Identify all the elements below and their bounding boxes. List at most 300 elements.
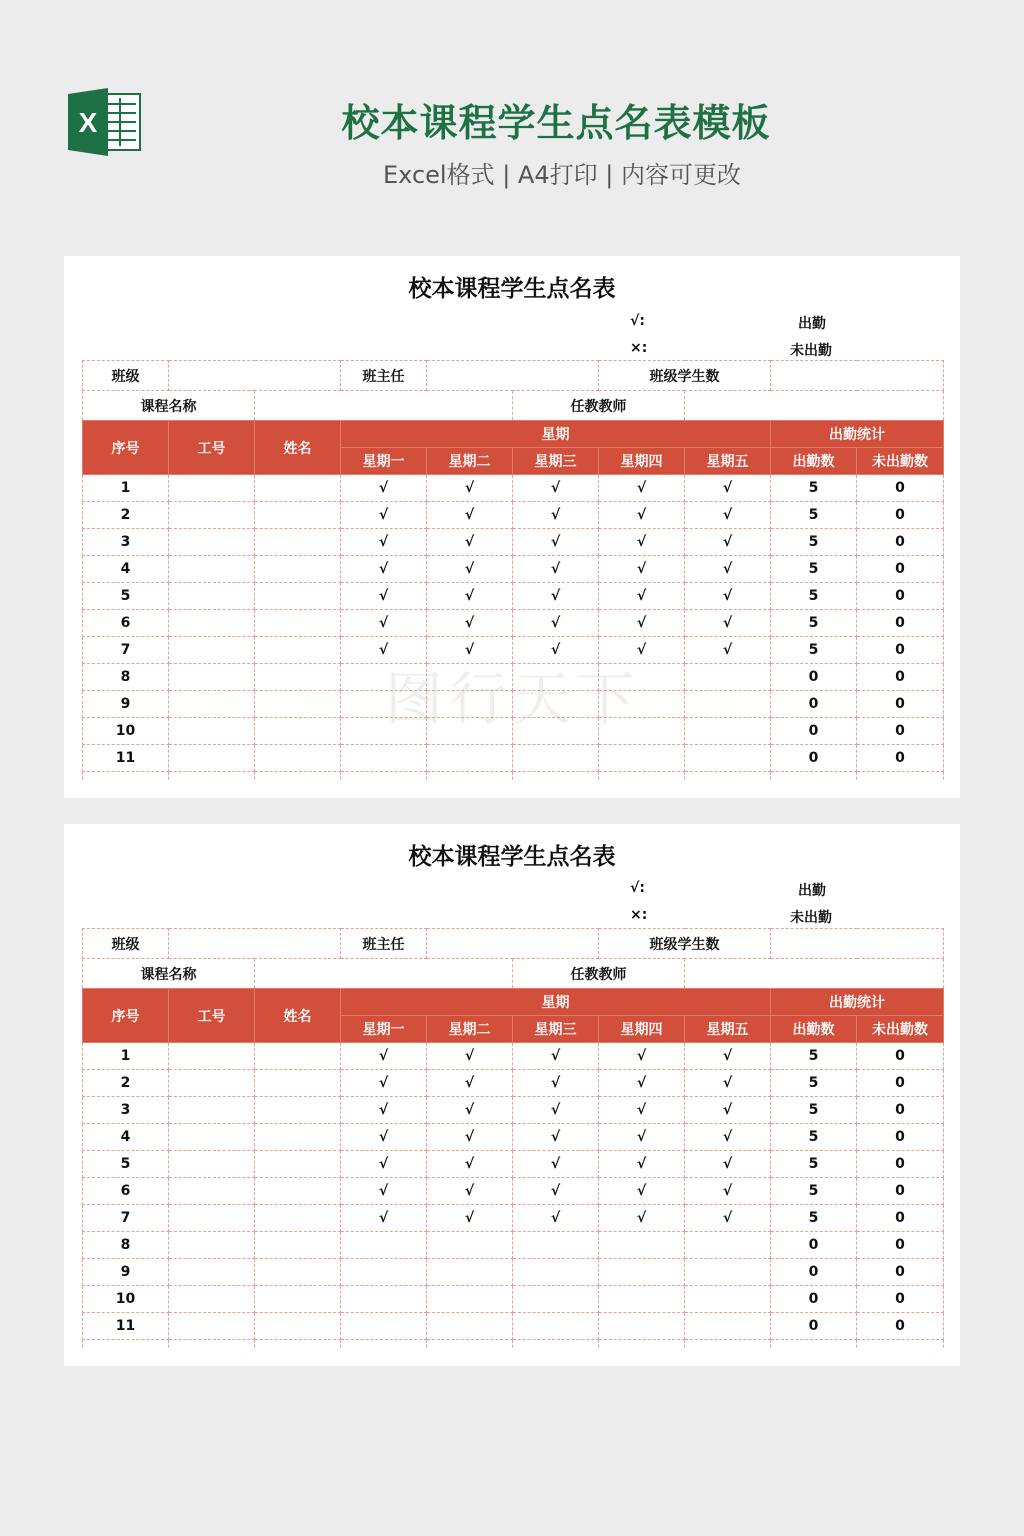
table-row	[83, 475, 944, 502]
cell-no[interactable]: 6	[83, 1178, 169, 1205]
cell-no[interactable]: 11	[83, 745, 169, 772]
cell-present-count[interactable]: 0	[771, 1313, 857, 1340]
course-label: 课程名称	[83, 391, 255, 421]
cell-absent-count[interactable]: 0	[857, 664, 944, 691]
cell-attendance-mark[interactable]: √	[599, 556, 685, 583]
cell-absent-count[interactable]: 0	[857, 502, 944, 529]
col-header-day: 星期二	[427, 448, 513, 475]
cell-name[interactable]	[255, 1097, 341, 1124]
cell-empty[interactable]	[83, 772, 169, 781]
cell-attendance-mark[interactable]: √	[599, 1043, 685, 1070]
cell-no[interactable]: 4	[83, 556, 169, 583]
cell-present-count[interactable]: 5	[771, 583, 857, 610]
cell-attendance-mark[interactable]: √	[513, 1205, 599, 1232]
cell-present-count[interactable]: 0	[771, 664, 857, 691]
head-teacher-label: 班主任	[341, 361, 427, 391]
cell-attendance-mark[interactable]: √	[599, 1151, 685, 1178]
cell-attendance-mark[interactable]: √	[513, 1151, 599, 1178]
cell-absent-count[interactable]: 0	[857, 529, 944, 556]
cell-attendance-mark[interactable]: √	[513, 583, 599, 610]
col-group-stats: 出勤统计	[771, 421, 944, 448]
cell-attendance-mark[interactable]	[513, 1313, 599, 1340]
head-teacher-label: 班主任	[341, 929, 427, 959]
cell-id[interactable]	[169, 1124, 255, 1151]
page-title: 校本课程学生点名表模板	[341, 101, 771, 145]
cell-attendance-mark[interactable]: √	[685, 1205, 771, 1232]
sheet-title: 校本课程学生点名表	[408, 844, 616, 870]
cell-attendance-mark[interactable]	[685, 1313, 771, 1340]
cell-attendance-mark[interactable]: √	[685, 1043, 771, 1070]
cell-attendance-mark[interactable]: √	[599, 475, 685, 502]
cell-attendance-mark[interactable]: √	[685, 502, 771, 529]
cell-attendance-mark[interactable]: √	[427, 1043, 513, 1070]
cell-present-count[interactable]: 5	[771, 529, 857, 556]
cell-attendance-mark[interactable]	[427, 1259, 513, 1286]
table-row	[83, 1151, 944, 1178]
course-label: 课程名称	[83, 959, 255, 989]
table-row	[83, 583, 944, 610]
cell-empty[interactable]	[857, 1340, 944, 1349]
cell-attendance-mark[interactable]	[341, 691, 427, 718]
cell-attendance-mark[interactable]: √	[427, 610, 513, 637]
attendance-table-viewport[interactable]	[82, 928, 944, 1348]
cell-present-count[interactable]: 0	[771, 718, 857, 745]
cell-attendance-mark[interactable]	[513, 691, 599, 718]
table-row	[83, 1286, 944, 1313]
cell-id[interactable]	[169, 664, 255, 691]
cell-name[interactable]	[255, 1070, 341, 1097]
cell-attendance-mark[interactable]: √	[341, 1205, 427, 1232]
cell-attendance-mark[interactable]: √	[599, 1205, 685, 1232]
cell-absent-count[interactable]: 0	[857, 718, 944, 745]
cell-no[interactable]: 1	[83, 475, 169, 502]
cell-name[interactable]	[255, 637, 341, 664]
table-row	[83, 529, 944, 556]
cell-empty[interactable]	[513, 1340, 599, 1349]
table-row	[83, 745, 944, 772]
col-header-present: 出勤数	[771, 1016, 857, 1043]
cell-id[interactable]	[169, 1232, 255, 1259]
cell-absent-count[interactable]: 0	[857, 1070, 944, 1097]
cell-empty[interactable]	[341, 1340, 427, 1349]
col-header-day: 星期三	[513, 1016, 599, 1043]
course-input[interactable]	[255, 959, 513, 989]
cell-name[interactable]	[255, 1259, 341, 1286]
cell-attendance-mark[interactable]	[599, 1232, 685, 1259]
head-teacher-input[interactable]	[427, 929, 599, 959]
cell-attendance-mark[interactable]: √	[599, 610, 685, 637]
cell-attendance-mark[interactable]	[341, 1232, 427, 1259]
cell-attendance-mark[interactable]: √	[341, 1043, 427, 1070]
cell-name[interactable]	[255, 610, 341, 637]
cell-attendance-mark[interactable]	[341, 745, 427, 772]
cell-attendance-mark[interactable]	[427, 1232, 513, 1259]
cell-no[interactable]: 10	[83, 718, 169, 745]
student-count-label: 班级学生数	[599, 361, 771, 391]
cell-absent-count[interactable]: 0	[857, 610, 944, 637]
cell-attendance-mark[interactable]: √	[341, 529, 427, 556]
cell-attendance-mark[interactable]: √	[341, 556, 427, 583]
cell-attendance-mark[interactable]	[685, 718, 771, 745]
cell-id[interactable]	[169, 1097, 255, 1124]
cell-attendance-mark[interactable]	[599, 1286, 685, 1313]
cell-attendance-mark[interactable]	[685, 745, 771, 772]
cell-id[interactable]	[169, 691, 255, 718]
cell-attendance-mark[interactable]: √	[427, 502, 513, 529]
cell-no[interactable]: 9	[83, 691, 169, 718]
course-input[interactable]	[255, 391, 513, 421]
attendance-table	[82, 928, 944, 1348]
cell-attendance-mark[interactable]: √	[685, 1097, 771, 1124]
cell-attendance-mark[interactable]: √	[685, 583, 771, 610]
cell-present-count[interactable]: 0	[771, 1232, 857, 1259]
head-teacher-input[interactable]	[427, 361, 599, 391]
cell-present-count[interactable]: 5	[771, 556, 857, 583]
cell-id[interactable]	[169, 1043, 255, 1070]
cell-id[interactable]	[169, 1259, 255, 1286]
cell-id[interactable]	[169, 1151, 255, 1178]
cell-attendance-mark[interactable]	[341, 1259, 427, 1286]
student-count-input[interactable]	[771, 361, 944, 391]
info-row-class	[83, 929, 944, 959]
cell-empty[interactable]	[427, 1340, 513, 1349]
cell-attendance-mark[interactable]: √	[513, 637, 599, 664]
cell-name[interactable]	[255, 664, 341, 691]
attendance-sheet-2	[64, 824, 960, 1366]
cell-name[interactable]	[255, 529, 341, 556]
cell-attendance-mark[interactable]	[685, 691, 771, 718]
cell-attendance-mark[interactable]	[513, 1232, 599, 1259]
cell-attendance-mark[interactable]: √	[685, 610, 771, 637]
cell-present-count[interactable]: 0	[771, 691, 857, 718]
cell-absent-count[interactable]: 0	[857, 1043, 944, 1070]
cell-attendance-mark[interactable]: √	[599, 529, 685, 556]
cell-absent-count[interactable]: 0	[857, 1232, 944, 1259]
class-input[interactable]	[169, 929, 341, 959]
cell-attendance-mark[interactable]: √	[513, 610, 599, 637]
cell-attendance-mark[interactable]	[685, 1259, 771, 1286]
cell-attendance-mark[interactable]: √	[599, 1124, 685, 1151]
class-input[interactable]	[169, 361, 341, 391]
cell-attendance-mark[interactable]: √	[427, 1070, 513, 1097]
cell-id[interactable]	[169, 745, 255, 772]
cell-no[interactable]: 2	[83, 502, 169, 529]
cell-attendance-mark[interactable]	[513, 664, 599, 691]
cell-attendance-mark[interactable]: √	[341, 1151, 427, 1178]
cell-id[interactable]	[169, 529, 255, 556]
teacher-input[interactable]	[685, 959, 944, 989]
teacher-label: 任教教师	[513, 391, 685, 421]
cell-no[interactable]: 5	[83, 583, 169, 610]
cell-name[interactable]	[255, 691, 341, 718]
cell-present-count[interactable]: 5	[771, 1070, 857, 1097]
cell-id[interactable]	[169, 1313, 255, 1340]
cell-present-count[interactable]: 5	[771, 1124, 857, 1151]
cell-attendance-mark[interactable]: √	[341, 502, 427, 529]
cell-id[interactable]	[169, 637, 255, 664]
attendance-table-viewport[interactable]	[82, 360, 944, 780]
table-row	[83, 610, 944, 637]
cell-id[interactable]	[169, 475, 255, 502]
cell-id[interactable]	[169, 1070, 255, 1097]
cell-name[interactable]	[255, 1124, 341, 1151]
cell-attendance-mark[interactable]	[427, 745, 513, 772]
cell-empty[interactable]	[169, 1340, 255, 1349]
col-header-id: 工号	[169, 989, 255, 1043]
cell-absent-count[interactable]: 0	[857, 1124, 944, 1151]
cell-attendance-mark[interactable]: √	[599, 1070, 685, 1097]
cell-attendance-mark[interactable]: √	[427, 1178, 513, 1205]
excel-logo-letter: X	[78, 107, 98, 138]
cell-absent-count[interactable]: 0	[857, 637, 944, 664]
cell-no[interactable]: 11	[83, 1313, 169, 1340]
col-header-no: 序号	[83, 421, 169, 475]
header-row	[83, 989, 944, 1016]
col-header-absent: 未出勤数	[857, 1016, 944, 1043]
cell-attendance-mark[interactable]	[599, 1313, 685, 1340]
cell-attendance-mark[interactable]: √	[599, 1097, 685, 1124]
cell-attendance-mark[interactable]: √	[341, 1178, 427, 1205]
cell-attendance-mark[interactable]	[427, 1313, 513, 1340]
cell-present-count[interactable]: 5	[771, 1043, 857, 1070]
cell-attendance-mark[interactable]	[341, 1313, 427, 1340]
cell-id[interactable]	[169, 583, 255, 610]
cell-attendance-mark[interactable]: √	[513, 529, 599, 556]
teacher-input[interactable]	[685, 391, 944, 421]
cell-absent-count[interactable]: 0	[857, 1259, 944, 1286]
cell-empty[interactable]	[83, 1340, 169, 1349]
cell-attendance-mark[interactable]	[513, 718, 599, 745]
cell-present-count[interactable]: 5	[771, 475, 857, 502]
cell-present-count[interactable]: 0	[771, 1259, 857, 1286]
cell-attendance-mark[interactable]: √	[513, 556, 599, 583]
cell-attendance-mark[interactable]	[599, 718, 685, 745]
cell-attendance-mark[interactable]: √	[341, 475, 427, 502]
cell-absent-count[interactable]: 0	[857, 583, 944, 610]
col-header-present: 出勤数	[771, 448, 857, 475]
cell-present-count[interactable]: 5	[771, 502, 857, 529]
cell-attendance-mark[interactable]: √	[513, 475, 599, 502]
cell-id[interactable]	[169, 1178, 255, 1205]
cell-attendance-mark[interactable]	[341, 1286, 427, 1313]
cell-attendance-mark[interactable]	[427, 691, 513, 718]
cell-id[interactable]	[169, 502, 255, 529]
cell-absent-count[interactable]: 0	[857, 1151, 944, 1178]
col-header-id: 工号	[169, 421, 255, 475]
cell-absent-count[interactable]: 0	[857, 1286, 944, 1313]
cell-absent-count[interactable]: 0	[857, 556, 944, 583]
cell-empty[interactable]	[771, 1340, 857, 1349]
cell-id[interactable]	[169, 718, 255, 745]
cell-attendance-mark[interactable]: √	[599, 502, 685, 529]
cell-attendance-mark[interactable]: √	[513, 1178, 599, 1205]
cell-attendance-mark[interactable]: √	[427, 583, 513, 610]
cell-no[interactable]: 8	[83, 664, 169, 691]
cell-attendance-mark[interactable]: √	[513, 1097, 599, 1124]
cell-name[interactable]	[255, 475, 341, 502]
cell-name[interactable]	[255, 583, 341, 610]
col-header-day: 星期四	[599, 448, 685, 475]
cell-no[interactable]: 4	[83, 1124, 169, 1151]
cell-attendance-mark[interactable]	[341, 664, 427, 691]
cell-absent-count[interactable]: 0	[857, 1205, 944, 1232]
cell-attendance-mark[interactable]	[513, 1259, 599, 1286]
cell-present-count[interactable]: 5	[771, 1151, 857, 1178]
cell-attendance-mark[interactable]: √	[599, 1178, 685, 1205]
cell-attendance-mark[interactable]: √	[427, 475, 513, 502]
cell-absent-count[interactable]: 0	[857, 1097, 944, 1124]
cell-attendance-mark[interactable]: √	[341, 637, 427, 664]
cell-attendance-mark[interactable]: √	[427, 1151, 513, 1178]
col-header-name: 姓名	[255, 989, 341, 1043]
student-count-input[interactable]	[771, 929, 944, 959]
cell-absent-count[interactable]: 0	[857, 745, 944, 772]
cell-no[interactable]: 10	[83, 1286, 169, 1313]
cell-name[interactable]	[255, 1178, 341, 1205]
cell-present-count[interactable]: 5	[771, 1097, 857, 1124]
cell-attendance-mark[interactable]: √	[341, 583, 427, 610]
cell-empty[interactable]	[513, 772, 599, 781]
cell-no[interactable]: 3	[83, 1097, 169, 1124]
cell-empty[interactable]	[427, 772, 513, 781]
cell-id[interactable]	[169, 610, 255, 637]
cell-attendance-mark[interactable]	[685, 1232, 771, 1259]
cell-attendance-mark[interactable]: √	[599, 583, 685, 610]
cell-empty[interactable]	[685, 772, 771, 781]
col-header-day: 星期五	[685, 448, 771, 475]
cell-no[interactable]: 3	[83, 529, 169, 556]
cell-present-count[interactable]: 5	[771, 1205, 857, 1232]
cell-present-count[interactable]: 5	[771, 1178, 857, 1205]
cell-name[interactable]	[255, 1043, 341, 1070]
cell-attendance-mark[interactable]: √	[599, 637, 685, 664]
cell-empty[interactable]	[169, 772, 255, 781]
cell-attendance-mark[interactable]: √	[685, 475, 771, 502]
cell-name[interactable]	[255, 502, 341, 529]
col-header-no: 序号	[83, 989, 169, 1043]
col-header-day: 星期一	[341, 448, 427, 475]
cell-attendance-mark[interactable]: √	[685, 1178, 771, 1205]
cell-empty[interactable]	[685, 1340, 771, 1349]
cell-attendance-mark[interactable]	[685, 664, 771, 691]
info-row-class	[83, 361, 944, 391]
cell-attendance-mark[interactable]: √	[685, 556, 771, 583]
cell-attendance-mark[interactable]: √	[427, 1097, 513, 1124]
cell-attendance-mark[interactable]: √	[427, 556, 513, 583]
cell-empty[interactable]	[771, 772, 857, 781]
cell-no[interactable]: 7	[83, 1205, 169, 1232]
cell-absent-count[interactable]: 0	[857, 1178, 944, 1205]
cell-attendance-mark[interactable]	[427, 664, 513, 691]
col-group-stats: 出勤统计	[771, 989, 944, 1016]
attendance-table	[82, 360, 944, 780]
cell-present-count[interactable]: 0	[771, 1286, 857, 1313]
cell-no[interactable]: 2	[83, 1070, 169, 1097]
cell-attendance-mark[interactable]	[685, 1286, 771, 1313]
cell-no[interactable]: 1	[83, 1043, 169, 1070]
cell-absent-count[interactable]: 0	[857, 1313, 944, 1340]
cell-name[interactable]	[255, 1151, 341, 1178]
cell-attendance-mark[interactable]	[341, 718, 427, 745]
cell-attendance-mark[interactable]: √	[685, 1124, 771, 1151]
cell-attendance-mark[interactable]: √	[513, 1043, 599, 1070]
cell-attendance-mark[interactable]: √	[341, 1070, 427, 1097]
cell-id[interactable]	[169, 1205, 255, 1232]
cell-empty[interactable]	[341, 772, 427, 781]
cell-attendance-mark[interactable]	[513, 1286, 599, 1313]
sheet-title: 校本课程学生点名表	[408, 276, 616, 302]
table-row	[83, 556, 944, 583]
cell-absent-count[interactable]: 0	[857, 475, 944, 502]
cell-attendance-mark[interactable]: √	[513, 502, 599, 529]
legend-absent-symbol: ×:	[630, 340, 648, 356]
cell-empty[interactable]	[255, 1340, 341, 1349]
cell-no[interactable]: 6	[83, 610, 169, 637]
cell-empty[interactable]	[857, 772, 944, 781]
col-header-day: 星期三	[513, 448, 599, 475]
cell-attendance-mark[interactable]: √	[427, 637, 513, 664]
col-header-day: 星期一	[341, 1016, 427, 1043]
legend-present-symbol: √:	[630, 313, 645, 329]
cell-no[interactable]: 7	[83, 637, 169, 664]
cell-name[interactable]	[255, 556, 341, 583]
cell-attendance-mark[interactable]	[599, 664, 685, 691]
page-subtitle: Excel格式 | A4打印 | 内容可更改	[383, 161, 741, 189]
cell-attendance-mark[interactable]	[513, 745, 599, 772]
cell-name[interactable]	[255, 745, 341, 772]
cell-attendance-mark[interactable]: √	[685, 637, 771, 664]
cell-name[interactable]	[255, 1313, 341, 1340]
legend-present-meaning: 出勤	[798, 883, 826, 899]
cell-attendance-mark[interactable]	[599, 691, 685, 718]
cell-attendance-mark[interactable]: √	[685, 1070, 771, 1097]
cell-empty[interactable]	[599, 772, 685, 781]
cell-attendance-mark[interactable]	[427, 1286, 513, 1313]
cell-attendance-mark[interactable]: √	[341, 1124, 427, 1151]
cell-attendance-mark[interactable]	[427, 718, 513, 745]
cell-empty[interactable]	[599, 1340, 685, 1349]
cell-name[interactable]	[255, 1232, 341, 1259]
cell-attendance-mark[interactable]: √	[513, 1070, 599, 1097]
cell-attendance-mark[interactable]: √	[685, 1151, 771, 1178]
cell-empty[interactable]	[255, 772, 341, 781]
table-row	[83, 1313, 944, 1340]
cell-attendance-mark[interactable]: √	[341, 610, 427, 637]
cell-no[interactable]: 9	[83, 1259, 169, 1286]
cell-attendance-mark[interactable]: √	[341, 1097, 427, 1124]
cell-present-count[interactable]: 5	[771, 637, 857, 664]
cell-present-count[interactable]: 0	[771, 745, 857, 772]
cell-name[interactable]	[255, 718, 341, 745]
cell-name[interactable]	[255, 1286, 341, 1313]
cell-attendance-mark[interactable]: √	[513, 1124, 599, 1151]
table-row	[83, 1340, 944, 1349]
cell-id[interactable]	[169, 556, 255, 583]
cell-attendance-mark[interactable]	[599, 1259, 685, 1286]
table-row	[83, 502, 944, 529]
cell-attendance-mark[interactable]: √	[685, 529, 771, 556]
cell-attendance-mark[interactable]	[599, 745, 685, 772]
cell-no[interactable]: 8	[83, 1232, 169, 1259]
cell-attendance-mark[interactable]: √	[427, 1124, 513, 1151]
cell-attendance-mark[interactable]: √	[427, 529, 513, 556]
cell-no[interactable]: 5	[83, 1151, 169, 1178]
cell-name[interactable]	[255, 1205, 341, 1232]
cell-present-count[interactable]: 5	[771, 610, 857, 637]
cell-id[interactable]	[169, 1286, 255, 1313]
cell-absent-count[interactable]: 0	[857, 691, 944, 718]
cell-attendance-mark[interactable]: √	[427, 1205, 513, 1232]
